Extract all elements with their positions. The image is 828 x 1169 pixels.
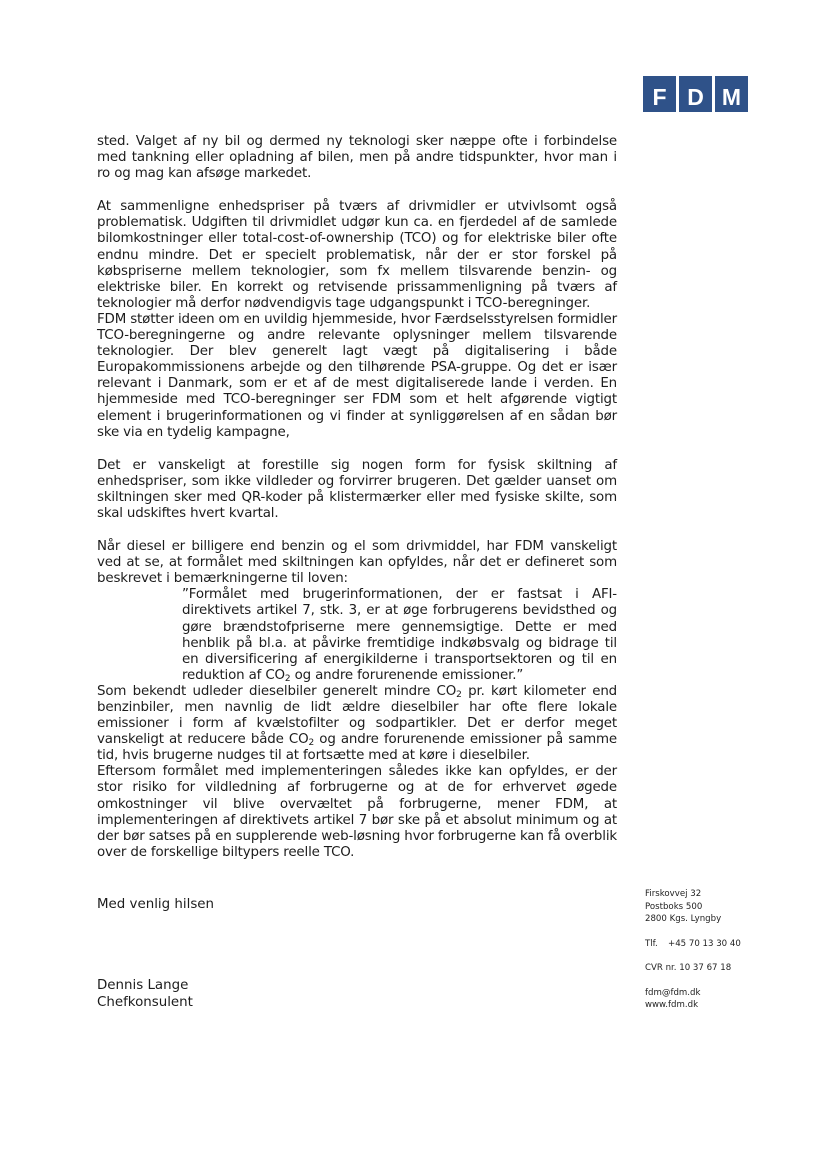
email-web-block: [645, 987, 741, 1012]
paragraph-5: Når diesel er billigere end benzin og el som drivmiddel, har FDM vanskeligt ved at se, at formålet med skiltningen kan opfyldes, når det er defineret som beskrevet i bemærkningerne til loven:: [97, 539, 617, 587]
phone-line: [645, 938, 741, 951]
signer-name: Dennis Lange: [97, 978, 189, 993]
signer-title: Chefkonsulent: [97, 995, 193, 1010]
cvr-number: CVR nr. 10 37 67 18: [645, 963, 732, 973]
closing-greeting: Med venlig hilsen: [97, 897, 215, 912]
logo-letter-m: M: [715, 76, 748, 112]
paragraph-2: At sammenligne enhedspriser på tværs af drivmidler er utvivlsomt også problematisk. Udgiften til drivmidlet udgør kun ca. en fjerdedel af de samlede bilomkostninger eller total-cost-of-ownership (TCO) og for elektriske biler ofte endnu mindre. Det er specielt problematisk, når der er stor forskel på købspriserne mellem teknologier, som fx mellem tilsvarende benzin- og elektriske biler. En korrekt og retvisende prissammenligning på tværs af teknologier må derfor nødvendigvis tage udgangspunkt i TCO-beregninger.: [97, 199, 617, 311]
law-quote: [182, 587, 617, 684]
logo-letter-f: F: [643, 76, 676, 112]
letter-body: [97, 134, 617, 861]
logo-letter-d: D: [679, 76, 712, 112]
paragraph-1: sted. Valget af ny bil og dermed ny teknologi sker næppe ofte i forbindelse med tankning eller opladning af bilen, men på andre tidspunkter, hvor man i ro og mag kan afsøge markedet.: [97, 134, 617, 182]
address-postbox: Postboks 500: [645, 901, 703, 912]
contact-info: [645, 888, 741, 1012]
fdm-logo: [643, 76, 748, 112]
website-url: www.fdm.dk: [645, 1000, 699, 1010]
quote-text-a: ”Formålet med brugerinformationen, der er fastsat i AFI-direktivets artikel 7, stk. 3, er at øge forbrugerens bevidsthed og gøre brændstofpriserne mere gennemsigtige. Dette er med henblik på bl.a. at påvirke fremtidige indkøbsvalg og bidrage til en diversificering af energikilderne i transportsektoren og til en reduktion af CO: [182, 587, 617, 683]
quote-subscript: 2: [284, 673, 291, 684]
p6-text-c: og andre forurenende emissioner på samme tid, hvis brugerne nudges til at fortsætte med at køre i dieselbiler.: [97, 732, 617, 764]
phone-number: +45 70 13 30 40: [668, 938, 741, 949]
p6-subscript-1: 2: [456, 689, 462, 700]
email-address: fdm@fdm.dk: [645, 987, 701, 998]
address-street: Firskovvej 32: [645, 889, 702, 899]
quote-text-b: og andre forurenende emissioner.”: [290, 667, 524, 683]
address-block: [645, 888, 741, 926]
paragraph-6: [97, 684, 617, 764]
signature-block: [97, 977, 193, 1011]
address-city: 2800 Kgs. Lyngby: [645, 914, 722, 924]
p6-subscript-2: 2: [308, 738, 315, 749]
paragraph-4: Det er vanskeligt at forestille sig nogen form for fysisk skiltning af enhedspriser, som ikke vildleder og forvirrer brugeren. Det gælder uanset om skiltningen sker med QR-koder på klistermærker eller med fysiske skilte, som skal udskiftes hvert kvartal.: [97, 457, 617, 521]
p6-text-a: Som bekendt udleder dieselbiler generelt mindre CO: [97, 683, 457, 699]
p6-text-b: pr. kørt kilometer end benzinbiler, men navnlig de lidt ældre dieselbiler har ofte flere lokale emissioner i form af kvælstofilter og sodpartikler. Det er derfor meget vanskeligt at reducere både CO: [97, 683, 618, 748]
paragraph-3: FDM støtter ideen om en uvildig hjemmeside, hvor Færdselsstyrelsen formidler TCO-beregningerne og andre relevante oplysninger mellem tilsvarende teknologier. Der blev generelt lagt vægt på digitalisering i både Europakommissionens arbejde og den tilhørende PSA-gruppe. Og det er især relevant i Danmark, som er et af de mest digitaliserede lande i verden. En hjemmeside med TCO-beregninger ser FDM som et helt afgørende vigtigt element i brugerinformationen og vi finder at synliggørelsen af en sådan bør ske via en tydelig kampagne,: [97, 311, 617, 440]
paragraph-7: Eftersom formålet med implementeringen således ikke kan opfyldes, er der stor risiko for vildledning af forbrugerne og at de for erhvervet øgede omkostninger vil blive overvæltet på forbrugerne, mener FDM, at implementeringen af direktivets artikel 7 bør ske på et absolut minimum og at der bør satses på en supplerende web-løsning hvor forbrugerne kan få overblik over de forskellige biltypers reelle TCO.: [97, 764, 617, 860]
phone-label: Tlf.: [645, 938, 658, 949]
